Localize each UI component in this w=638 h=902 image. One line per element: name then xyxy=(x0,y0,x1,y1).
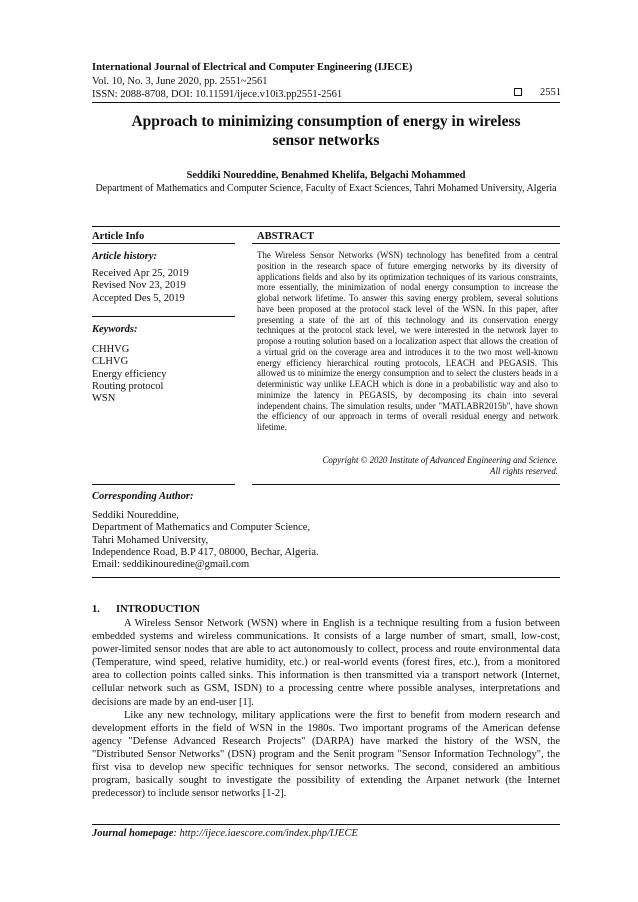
issn-doi: ISSN: 2088-8708, DOI: 10.11591/ijece.v10i3.pp2551-2561 xyxy=(92,89,343,100)
section-number: 1. xyxy=(92,604,100,615)
author-affiliation: Department of Mathematics and Computer Science, Faculty of Exact Sciences, Tahri Mohamed University, Algeria xyxy=(95,183,557,194)
section-heading-introduction xyxy=(92,604,200,615)
keyword-item: CHHVG xyxy=(92,344,130,355)
page-number: 2551 xyxy=(540,87,561,98)
corresponding-author-block xyxy=(92,510,319,571)
info-top-rule xyxy=(92,226,560,227)
homepage-link[interactable]: http://ijece.iaescore.com/index.php/IJECE xyxy=(179,828,358,839)
copyright-line-2: All rights reserved. xyxy=(490,466,558,476)
keyword-item: Routing protocol xyxy=(92,380,164,392)
keywords-heading: Keywords: xyxy=(92,324,138,335)
keywords-list xyxy=(92,344,167,405)
keyword-item: CLHVG xyxy=(92,356,129,368)
copyright-line-1: Copyright © 2020 Institute of Advanced Engineering and Science. xyxy=(322,455,558,465)
abstract-heading: ABSTRACT xyxy=(257,231,315,242)
keyword-item: Energy efficiency xyxy=(92,368,167,380)
article-info-underline xyxy=(92,243,235,244)
intro-paragraph-2: Like any new technology, military applications were the first to benefit from modern research and development efforts in the field of WSN in the 1980s. Two important programs of the American defense agency "Defense Advanced Research Projects" (DARPA) have marked the history of the WSN, the "Distributed Sensor Networks" (DSN) program and the Senit program "Sensor Information Technology", the first visa to develop new specific techniques for sensor networks. The second, considered an ambitious program, basically sought to investigate the possibility of extending the Arpanet network (the Internet predecessor) to include sensor networks [1-2]. xyxy=(92,709,560,800)
article-history-heading: Article history: xyxy=(92,251,158,262)
journal-name: International Journal of Electrical and Computer Engineering (IJECE) xyxy=(92,62,413,73)
title-line-1: Approach to minimizing consumption of energy in wireless xyxy=(131,113,521,130)
intro-body xyxy=(92,617,560,800)
corresponding-department: Department of Mathematics and Computer Science, xyxy=(92,522,311,534)
corresponding-name: Seddiki Noureddine, xyxy=(92,510,179,521)
history-revised: Revised Nov 23, 2019 xyxy=(92,280,186,292)
history-accepted: Accepted Des 5, 2019 xyxy=(92,292,185,304)
corresponding-email[interactable]: Email: seddikinouredine@gmail.com xyxy=(92,559,250,571)
paper-title xyxy=(92,112,560,150)
article-history-list xyxy=(92,268,189,305)
history-received: Received Apr 25, 2019 xyxy=(92,268,189,279)
author-list: Seddiki Noureddine, Benahmed Khelifa, Belgachi Mohammed xyxy=(186,170,466,181)
keywords-divider xyxy=(92,484,235,485)
corresponding-address: Independence Road, B.P 417, 08000, Bechar, Algeria. xyxy=(92,546,319,558)
homepage-label: Journal homepage xyxy=(92,828,174,839)
journal-homepage: Journal homepage: http://ijece.iaescore.com/index.php/IJECE xyxy=(92,828,358,839)
info-bottom-rule xyxy=(92,577,560,578)
history-divider xyxy=(92,316,235,317)
abstract-underline xyxy=(252,243,560,244)
corresponding-university: Tahri Mohamed University, xyxy=(92,534,209,546)
intro-paragraph-1: A Wireless Sensor Network (WSN) where in English is a technique resulting from a fusion between embedded systems and wireless communications. It consists of a large number of smart, small, low-cost, power-limited sensor nodes that are able to act autonomously to collect, process and route environmental data (Temperature, wind speed, relative humidity, etc.) or real-world events (forest fires, etc.), from a monitored area to collection points called sinks. This information is then transmitted via a transport network (Internet, cellular network such as GSM, ISDN) to a processing centre where possible analyses, interpretations and decisions are made by an end-user [1]. xyxy=(92,618,560,708)
volume-info: Vol. 10, No. 3, June 2020, pp. 2551~2561 xyxy=(92,76,268,87)
abstract-bottom-rule xyxy=(252,484,560,485)
abstract-text: The Wireless Sensor Networks (WSN) technology has benefited from a central position in the research space of future emerging networks by its diversity of applications fields and also by its optimization techniques of its various constraints, more essentially, the minimization of nodal energy consumption to increase the global network lifetime. To answer this saving energy problem, several solutions have been proposed at the protocol stack level of the WSN. In this paper, after presenting a state of the art of this technology and its conservation energy techniques at the protocol stack level, we were interested in the network layer to propose a routing solution based on a localization aspect that allows the creation of a virtual grid on the coverage area and introduces it to the two most well-known energy efficiency hierarchical routing protocols, LEACH and PEGASIS. This allowed us to minimize the energy consumption and to select the clusters heads in a deterministic way unlike LEACH which is done in a probabilistic way and also to minimize the latency in PEGASIS, by decomposing its chain into several independent chains. The simulation results, under "MATLABR2015b", have shown the efficiency of our approach in terms of overall residual energy and network lifetime. xyxy=(257,250,558,432)
corresponding-author-heading: Corresponding Author: xyxy=(92,491,194,502)
copyright-notice xyxy=(257,455,558,477)
article-info-heading: Article Info xyxy=(92,231,145,242)
keyword-item: WSN xyxy=(92,393,116,405)
footer-rule xyxy=(92,824,560,825)
header-rule xyxy=(92,102,560,103)
square-bullet-icon xyxy=(514,88,522,96)
title-line-2: sensor networks xyxy=(272,132,380,149)
section-title: INTRODUCTION xyxy=(116,604,201,615)
